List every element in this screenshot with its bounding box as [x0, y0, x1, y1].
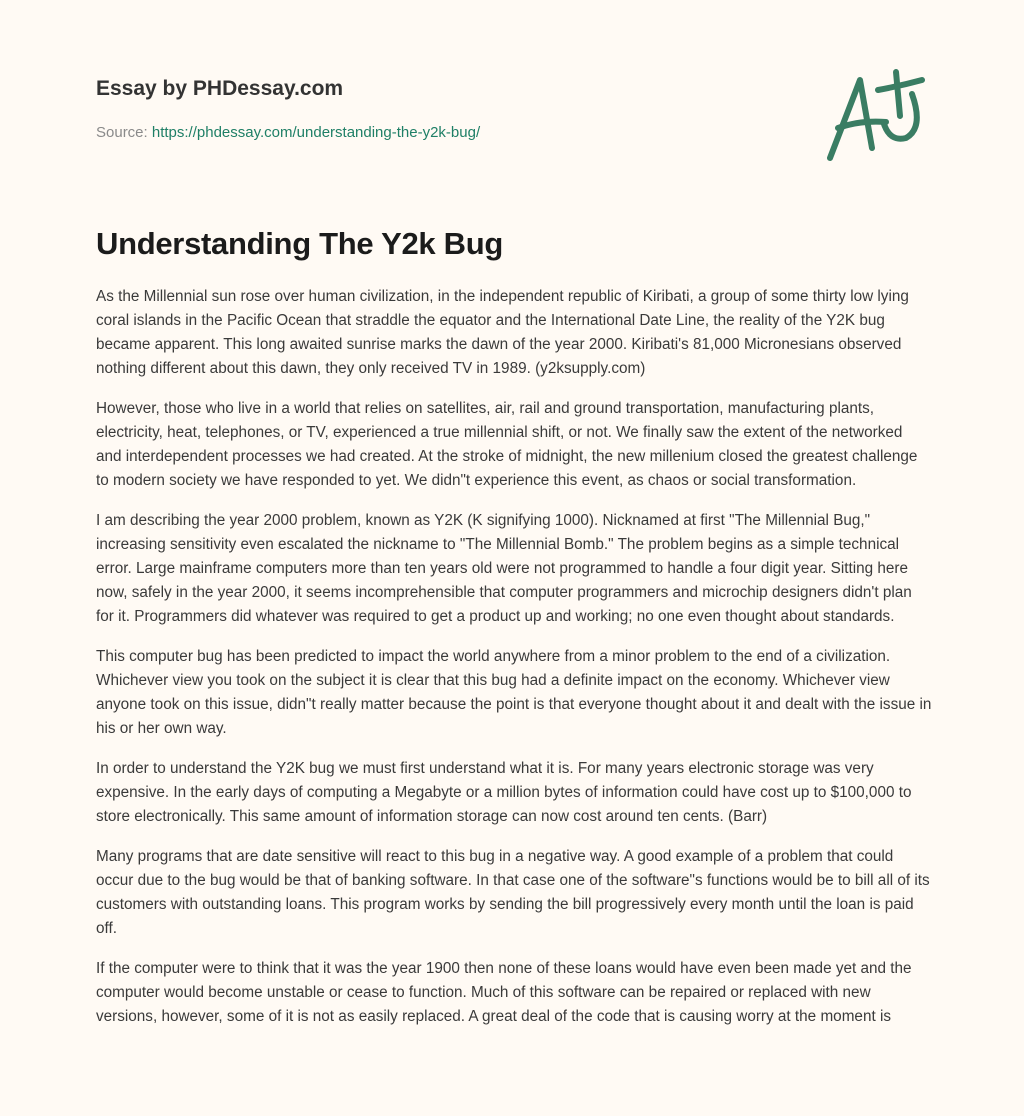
a-plus-logo-icon [820, 68, 930, 168]
source-link[interactable]: https://phdessay.com/understanding-the-y2k-bug/ [151, 124, 481, 141]
paragraph: This computer bug has been predicted to impact the world anywhere from a minor problem to the end of a civilization. Whichever view you took on the subject it is clear that this bug had a definite impact on the economy. Whichever view anyone took on this issue, didn"t really matter because the point is that everyone thought about it and dealt with the issue in his or her own way. [96, 648, 932, 737]
paragraph: However, those who live in a world that relies on satellites, air, rail and ground transportation, manufacturing plants, electricity, heat, telephones, or TV, experienced a true millennial shift, or not. We finally saw the extent of the networked and interdependent processes we had created. At the stroke of midnight, the new millenium closed the greatest challenge to modern society we have responded to yet. We didn"t experience this event, as chaos or social transformation. [96, 400, 918, 489]
page-title: Understanding The Y2k Bug [96, 226, 504, 261]
paragraph: As the Millennial sun rose over human civilization, in the independent republic of Kiribati, a group of some thirty low lying coral islands in the Pacific Ocean that straddle the equator and the International Date Line, the reality of the Y2K bug became apparent. This long awaited sunrise marks the dawn of the year 2000. Kiribati's 81,000 Micronesians observed nothing different about this dawn, they only received TV in 1989. (y2ksupply.com) [96, 288, 909, 377]
source-label: Source: [96, 124, 148, 141]
paragraph: Many programs that are date sensitive will react to this bug in a negative way. A good example of a problem that could occur due to the bug would be that of banking software. In that case one of the software"s functions would be to bill all of its customers with outstanding loans. This program works by sending the bill progressively every month until the loan is paid off. [96, 848, 930, 937]
paragraph: In order to understand the Y2K bug we must first understand what it is. For many years electronic storage was very expensive. In the early days of computing a Megabyte or a million bytes of information could have cost up to $100,000 to store electronically. This same amount of information storage can now cost around ten cents. (Barr) [96, 760, 912, 825]
site-brand: Essay by PHDessay.com [96, 77, 344, 100]
source-line [96, 124, 480, 141]
paragraph: I am describing the year 2000 problem, known as Y2K (K signifying 1000). Nicknamed at first "The Millennial Bug," increasing sensitivity even escalated the nickname to "The Millennial Bomb." The problem begins as a simple technical error. Large mainframe computers more than ten years old were not programmed to handle a four digit year. Sitting here now, safely in the year 2000, it seems incomprehensible that computer programmers and microchip designers didn't plan for it. Programmers did whatever was required to get a product up and working; no one even thought about standards. [96, 512, 912, 625]
article-body [96, 285, 932, 1045]
paragraph: If the computer were to think that it was the year 1900 then none of these loans would have even been made yet and the computer would become unstable or cease to function. Much of this software can be repaired or replaced with new versions, however, some of it is not as easily replaced. A great deal of the code that is causing worry at the moment is [96, 960, 912, 1025]
